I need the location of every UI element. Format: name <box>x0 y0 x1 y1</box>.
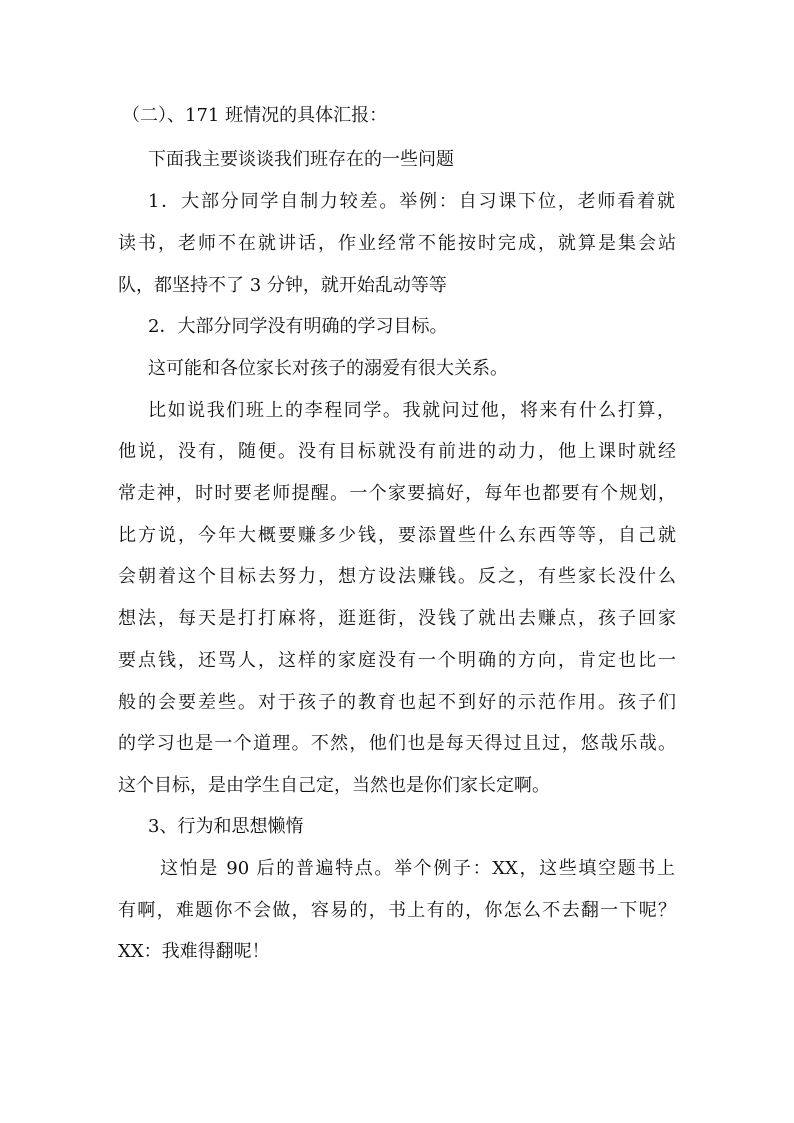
point1-line-2: 读书，老师不在就讲话，作业经常不能按时完成，就算是集会站 <box>118 233 676 254</box>
point3-heading: 3、行为和思想懒惰 <box>148 816 304 837</box>
example-line-1: 比如说我们班上的李程同学。我就问过他，将来有什么打算， <box>148 400 675 421</box>
example-line-6: 想法，每天是打打麻将，逛逛街，没钱了就出去赚点，孩子回家 <box>118 608 676 629</box>
example-line-5: 会朝着这个目标去努力，想方设法赚钱。反之，有些家长没什么 <box>118 566 676 587</box>
example-line-4: 比方说，今年大概要赚多少钱，要添置些什么东西等等，自己就 <box>118 525 676 546</box>
example-line-7: 要点钱，还骂人，这样的家庭没有一个明确的方向，肯定也比一 <box>118 650 676 671</box>
example-line-9: 的学习也是一个道理。不然，他们也是每天得过且过，悠哉乐哉。 <box>118 733 676 754</box>
example-line-2: 他说，没有，随便。没有目标就没有前进的动力，他上课时就经 <box>118 441 676 462</box>
point3-line-2: 有啊，难题你不会做，容易的，书上有的，你怎么不去翻一下呢？ <box>118 900 676 921</box>
point2-note: 这可能和各位家长对孩子的溺爱有很大关系。 <box>148 358 508 379</box>
intro-line: 下面我主要谈谈我们班存在的一些问题 <box>148 149 454 170</box>
point1-line-3: 队，都坚持不了 3 分钟，就开始乱动等等 <box>118 275 447 296</box>
point3-line-3: XX：我难得翻呢！ <box>118 941 270 962</box>
point3-line-1: 这怕是 90 后的普遍特点。举个例子：XX，这些填空题书上 <box>160 858 675 879</box>
point2-heading: 2．大部分同学没有明确的学习目标。 <box>148 316 448 337</box>
section-heading: （二）、171 班情况的具体汇报： <box>122 105 388 126</box>
example-line-10: 这个目标，是由学生自己定，当然也是你们家长定啊。 <box>118 775 550 796</box>
example-line-8: 般的会要差些。对于孩子的教育也起不到好的示范作用。孩子们 <box>118 692 676 713</box>
example-line-3: 常走神，时时要老师提醒。一个家要搞好，每年也都要有个规划， <box>118 483 676 504</box>
point1-line-1: 1．大部分同学自制力较差。举例：自习课下位，老师看着就 <box>148 191 675 212</box>
